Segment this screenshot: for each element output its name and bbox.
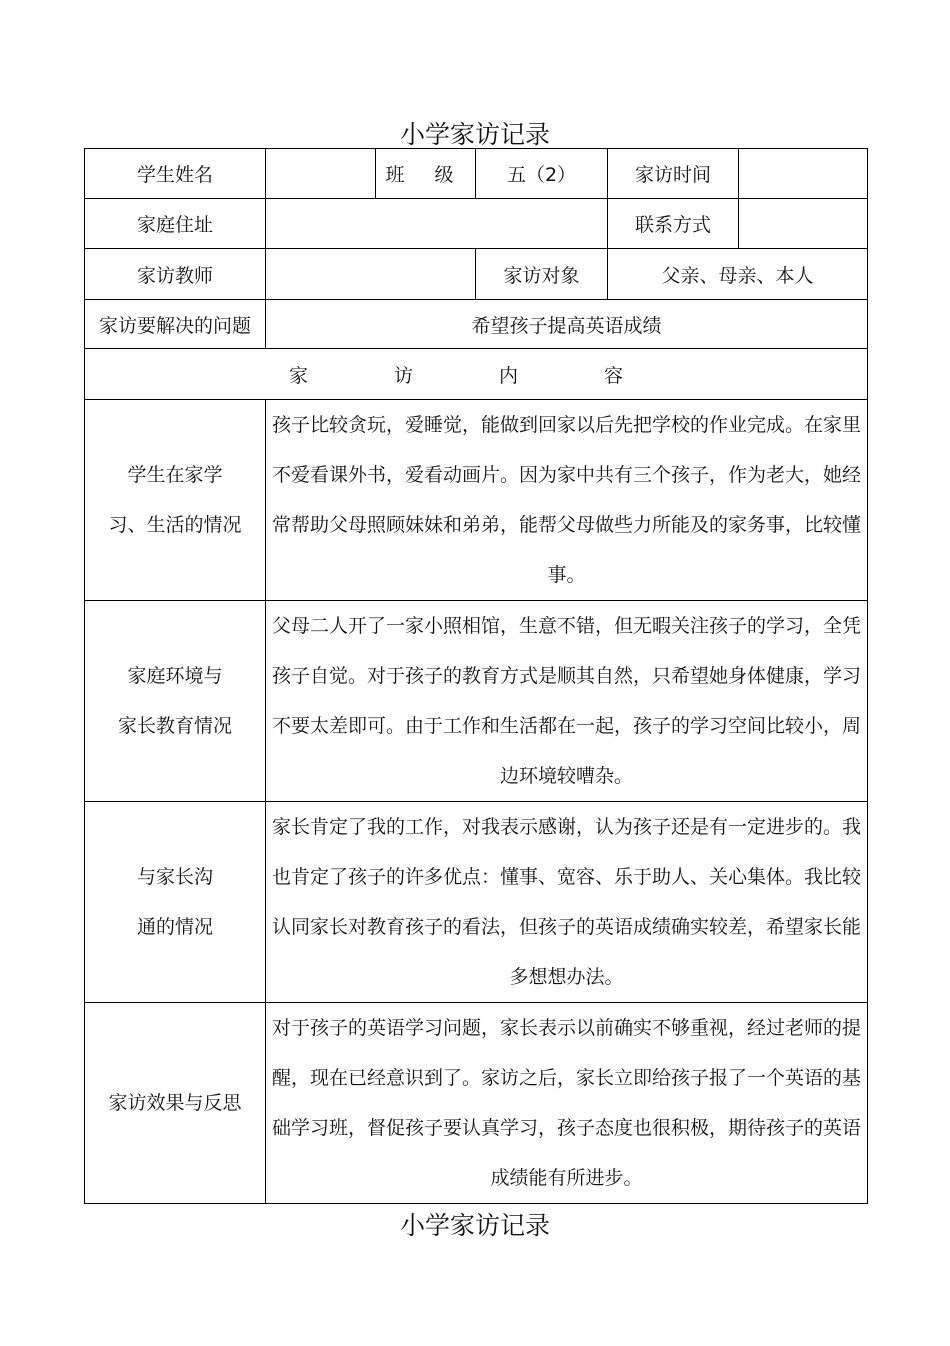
section-label-line: 家长教育情况: [117, 715, 232, 737]
row-teacher: [85, 249, 868, 300]
section-text: 孩子比较贪玩，爱睡觉，能做到回家以后先把学校的作业完成。在家里不爱看课外书，爱看动画片。因为家中共有三个孩子，作为老大，她经常帮助父母照顾妹妹和弟弟，能帮父母做些力所能及的家务事，比较懂事。: [266, 400, 868, 601]
row-problem: [85, 300, 868, 349]
class-label: 班 级: [376, 149, 476, 199]
next-page-title: 小学家访记录: [399, 1211, 550, 1240]
teacher-value: [266, 249, 476, 300]
address-label: 家庭住址: [85, 199, 266, 249]
teacher-label: 家访教师: [85, 249, 266, 300]
section-row: [85, 601, 868, 802]
section-text: 对于孩子的英语学习问题，家长表示以前确实不够重视，经过老师的提醒，现在已经意识到了。家访之后，家长立即给孩子报了一个英语的基础学习班，督促孩子要认真学习，孩子态度也很积极，期待孩子的英语成绩能有所进步。: [266, 1003, 868, 1204]
home-visit-table: [84, 148, 868, 1204]
contact-label: 联系方式: [608, 199, 739, 249]
section-label-line: 家庭环境与: [127, 665, 223, 687]
section-row: [85, 1003, 868, 1204]
address-value: [266, 199, 608, 249]
section-label: [85, 802, 266, 1003]
row-address: [85, 199, 868, 249]
page-title: 小学家访记录: [399, 120, 550, 149]
visit-time-label: 家访时间: [608, 149, 739, 199]
contact-value: [739, 199, 868, 249]
class-value: 五（2）: [476, 149, 608, 199]
visit-time-value: [739, 149, 868, 199]
section-label-line: 家访效果与反思: [108, 1092, 242, 1114]
visit-target-label: 家访对象: [476, 249, 608, 300]
section-label: [85, 601, 266, 802]
section-label-line: 习、生活的情况: [108, 514, 242, 536]
row-content-heading: [85, 349, 868, 400]
section-text: 父母二人开了一家小照相馆，生意不错，但无暇关注孩子的学习，全凭孩子自觉。对于孩子的教育方式是顺其自然，只希望她身体健康，学习不要太差即可。由于工作和生活都在一起，孩子的学习空间比较小，周边环境较嘈杂。: [266, 601, 868, 802]
section-row: [85, 400, 868, 601]
section-row: [85, 802, 868, 1003]
section-label: [85, 1003, 266, 1204]
student-name-label: 学生姓名: [85, 149, 266, 199]
section-label-line: 学生在家学: [127, 464, 223, 486]
problem-value: 希望孩子提高英语成绩: [266, 300, 868, 349]
row-basic-info: [85, 149, 868, 199]
content-heading: 家 访 内 容: [85, 349, 868, 400]
section-label-line: 与家长沟: [136, 866, 213, 888]
section-label-line: 通的情况: [136, 916, 213, 938]
student-name-value: [266, 149, 376, 199]
section-label: [85, 400, 266, 601]
problem-label: 家访要解决的问题: [85, 300, 266, 349]
visit-target-value: 父亲、母亲、本人: [608, 249, 868, 300]
section-text: 家长肯定了我的工作，对我表示感谢，认为孩子还是有一定进步的。我也肯定了孩子的许多优点：懂事、宽容、乐于助人、关心集体。我比较认同家长对教育孩子的看法，但孩子的英语成绩确实较差，希望家长能多想想办法。: [266, 802, 868, 1003]
